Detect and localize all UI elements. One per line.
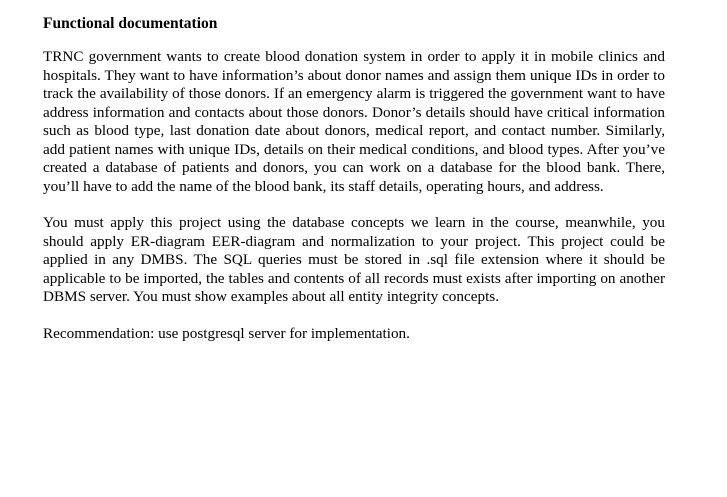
document-page [43,14,665,361]
document-heading: Functional documentation [43,15,218,32]
paragraph-implementation: You must apply this project using the database concepts we learn in the course, meanwhile, you should apply ER-diagram EER-diagram and normalization to your project. This project could be applied in any DMBS. The SQL queries must be stored in .sql file extension where it should be applicable to be imported, the tables and contents of all records must exists after importing on another DBMS server. You must show examples about all entity integrity concepts. [43,214,665,305]
paragraph-recommendation: Recommendation: use postgresql server for implementation. [43,324,410,342]
paragraph-requirements: TRNC government wants to create blood donation system in order to apply it in mobile clinics and hospitals. They want to have information’s about donor names and assign them unique IDs in order to track the availability of those donors. If an emergency alarm is triggered the government want to have address information and contacts about those donors. Donor’s details should have critical information such as blood type, last donation date about donors, medical report, and contact number. Similarly, add patient names with unique IDs, details on their medical conditions, and blood types. After you’ve created a database of patients and donors, you can work on a database for the blood bank. There, you’ll have to add the name of the blood bank, its staff details, operating hours, and address. [43,48,665,195]
